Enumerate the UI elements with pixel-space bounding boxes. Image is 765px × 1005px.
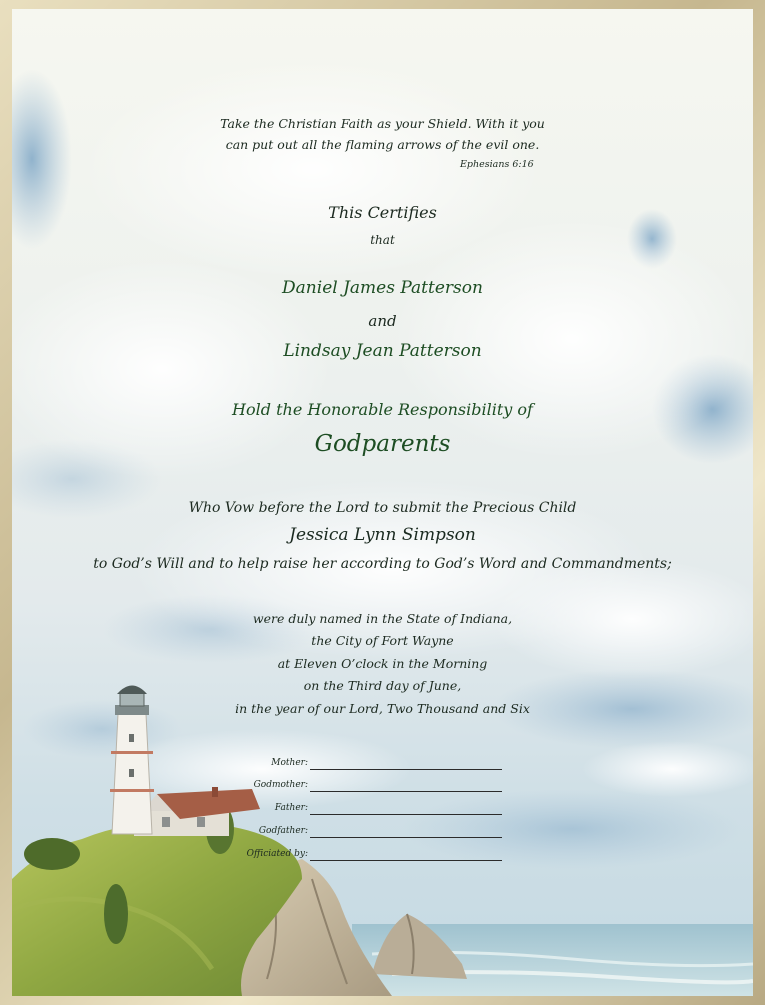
signature-line[interactable] — [310, 837, 502, 838]
verse-line-1: Take the Christian Faith as your Shield. With it you — [220, 116, 545, 131]
vow-line-1: Who Vow before the Lord to submit the Precious Child — [188, 500, 577, 516]
signature-label: Mother: — [271, 758, 308, 768]
responsibility-line: Hold the Honorable Responsibility of — [232, 400, 533, 419]
details-line-1: were duly named in the State of Indiana, — [252, 611, 513, 626]
vow-line-2: to God’s Will and to help raise her according to God’s Word and Commandments; — [93, 556, 672, 572]
verse-reference: Ephesians 6:16 — [460, 159, 534, 170]
details-line-3: at Eleven O’clock in the Morning — [277, 656, 488, 671]
signature-line[interactable] — [310, 860, 502, 861]
signature-line[interactable] — [310, 791, 502, 792]
that-text: that — [370, 233, 395, 247]
signature-label: Officiated by: — [246, 849, 308, 859]
signature-label: Godfather: — [258, 826, 308, 836]
child-name: Jessica Lynn Simpson — [289, 525, 476, 545]
signature-label: Father: — [274, 803, 308, 813]
signature-line[interactable] — [310, 814, 502, 815]
godparent-name-2: Lindsay Jean Patterson — [283, 341, 482, 361]
verse-line-2: can put out all the flaming arrows of the evil one. — [225, 137, 540, 152]
certificate-canvas — [12, 9, 753, 996]
godparent-name-1: Daniel James Patterson — [282, 278, 483, 298]
details-line-5: in the year of our Lord, Two Thousand and Six — [235, 701, 530, 716]
signature-label: Godmother: — [253, 780, 308, 790]
details-line-4: on the Third day of June, — [303, 678, 462, 693]
and-text: and — [368, 312, 397, 330]
certificate-title: Godparents — [314, 431, 451, 457]
certifies-heading: This Certifies — [328, 203, 437, 222]
signature-line[interactable] — [310, 769, 502, 770]
details-line-2: the City of Fort Wayne — [311, 633, 454, 648]
